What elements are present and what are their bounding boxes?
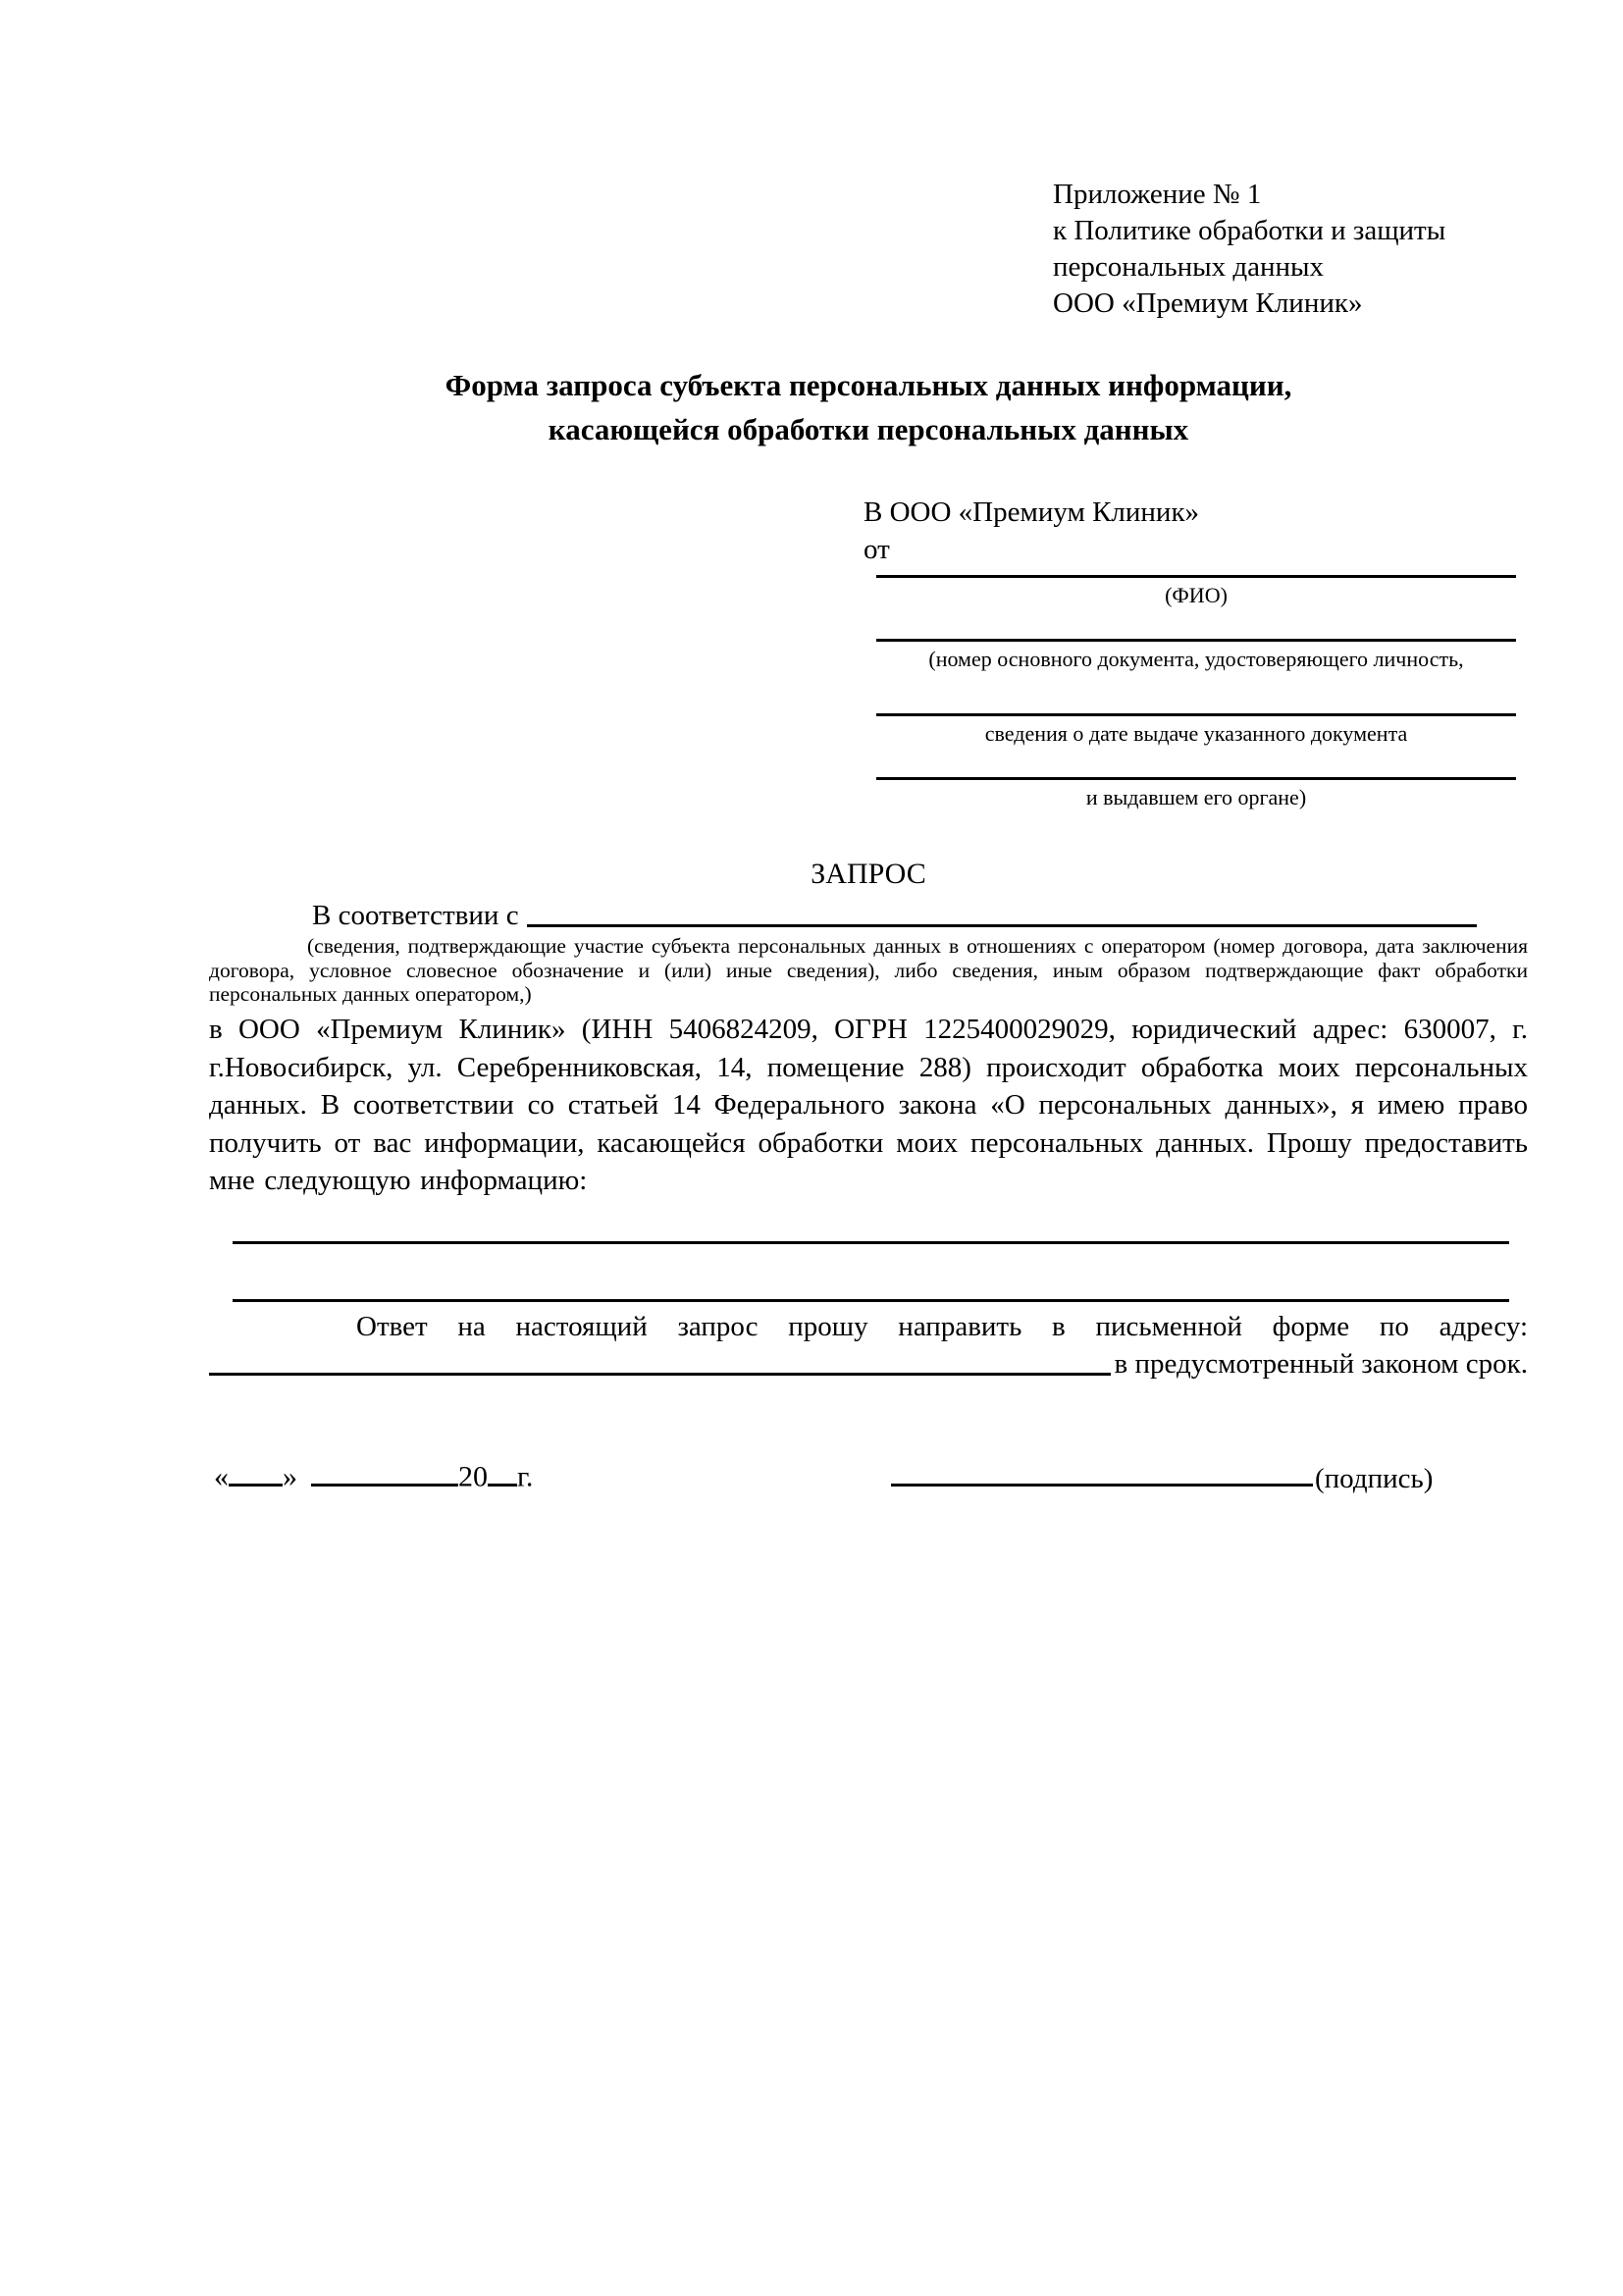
doc-authority-caption: и выдавшем его органе) [1085,785,1307,809]
header-line: ООО «Премиум Клиник» [1053,287,1363,319]
year-prefix: 20 [458,1460,488,1493]
doc-authority-blank-line[interactable] [876,777,1516,780]
signature-blank-line[interactable] [891,1484,1313,1487]
reply-sentence: Ответ на настоящий запрос прошу направить в письменной форме по адресу: [356,1311,1528,1342]
info-blank-line-2[interactable] [233,1299,1509,1302]
quote-close: » [283,1460,297,1493]
header-line: к Политике обработки и защиты [1053,215,1446,246]
info-blank-line-1[interactable] [233,1241,1509,1244]
month-blank-line[interactable] [311,1458,458,1487]
signature-caption: (подпись) [1315,1463,1434,1494]
footnote-text: (сведения, подтверждающие участие субъекта персональных данных в отношениях с оператором (номер договора, дата заключения договора, условное словесное обозначение и (или) иные сведения), либо сведения, иным образом подтверждающие факт обработки персональных данных оператором,) [209,934,1528,1006]
doc-number-caption: (номер основного документа, удостоверяющего личность, [928,647,1464,671]
fio-caption: (ФИО) [1165,583,1228,607]
appendix-header [1053,177,1563,322]
year-suffix: г. [517,1460,534,1493]
accordance-prefix: В соответствии с [312,900,519,931]
body-paragraph: в ООО «Премиум Клиник» (ИНН 5406824209, ОГРН 1225400029029, юридический адрес: 630007, г. г.Новосибирск, ул. Серебренниковская, 14, помещение 288) происходит обработка моих персональных данных. В соответствии со статьей 14 Федерального закона «О персональных данных», я имею право получить от вас информации, касающейся обработки моих персональных данных. Прошу предоставить мне следующую информацию: [209,1014,1528,1196]
year-blank-line[interactable] [488,1458,517,1487]
addressee-to: В ООО «Премиум Клиник» [864,496,1200,528]
quote-open: « [214,1460,229,1493]
address-blank-line[interactable] [209,1345,1111,1376]
doc-issue-date-caption: сведения о дате выдаче указанного документа [984,721,1408,746]
reply-suffix: в предусмотренный законом срок. [1114,1348,1528,1380]
header-line: Приложение № 1 [1053,179,1262,210]
accordance-row [312,897,1477,934]
doc-number-blank-line[interactable] [876,639,1516,642]
addressee-block [864,494,1199,568]
form-title-line2: касающейся обработки персональных данных [548,412,1189,446]
date-row [214,1458,533,1496]
request-heading: ЗАПРОС [811,858,926,890]
form-title-line1: Форма запроса субъекта персональных данных информации, [445,368,1292,402]
addressee-from-label: от [864,534,890,565]
fio-blank-line[interactable] [876,575,1516,578]
form-title [209,363,1528,451]
day-blank-line[interactable] [229,1458,283,1487]
header-line: персональных данных [1053,251,1325,283]
accordance-blank-line[interactable] [527,897,1477,927]
doc-issue-date-blank-line[interactable] [876,713,1516,716]
reply-address-row [209,1345,1528,1383]
